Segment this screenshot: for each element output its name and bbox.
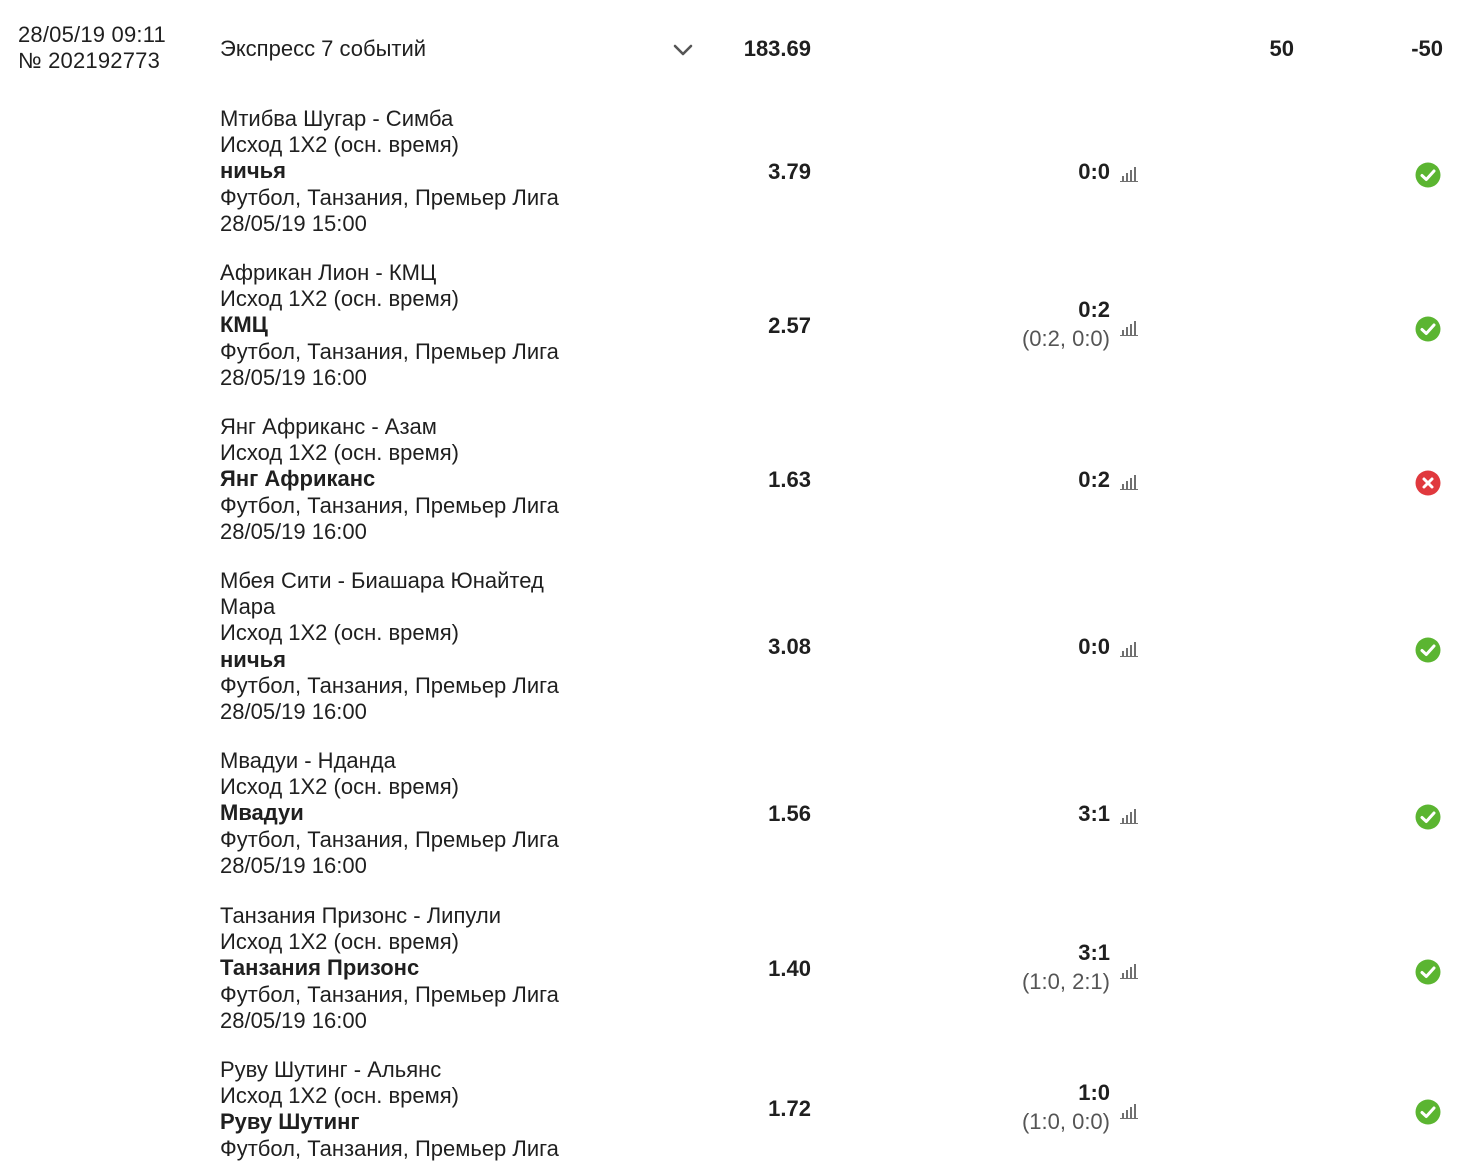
event-market: Исход 1X2 (осн. время) bbox=[220, 132, 459, 158]
event-odds: 1.40 bbox=[768, 955, 811, 981]
event-league: Футбол, Танзания, Премьер Лига bbox=[220, 492, 559, 518]
event-match[interactable]: Африкан Лион - КМЦ bbox=[220, 260, 437, 285]
bar-chart-icon[interactable] bbox=[1120, 320, 1138, 336]
event-odds: 3.08 bbox=[768, 633, 811, 659]
event-match[interactable]: Руву Шутинг - Альянс bbox=[220, 1057, 442, 1082]
event-score bbox=[960, 633, 1110, 661]
bet-stake: 50 bbox=[1269, 36, 1294, 61]
event-pick: ничья bbox=[220, 158, 286, 184]
bar-chart-icon[interactable] bbox=[1120, 808, 1138, 824]
event-league: Футбол, Танзания, Премьер Лига bbox=[220, 826, 559, 852]
event-score bbox=[960, 1079, 1110, 1137]
event-market: Исход 1X2 (осн. время) bbox=[220, 774, 459, 800]
event-match[interactable]: Мтибва Шугар - Симба bbox=[220, 106, 454, 131]
event-score-final: 0:2 bbox=[1078, 296, 1110, 322]
bet-meta bbox=[18, 22, 166, 74]
event-match[interactable]: Янг Африканс - Азам bbox=[220, 414, 437, 439]
event-odds: 2.57 bbox=[768, 312, 811, 338]
event-datetime: 28/05/19 15:00 bbox=[220, 210, 367, 236]
event-match[interactable]: Танзания Призонс - Липули bbox=[220, 903, 502, 928]
event-market: Исход 1X2 (осн. время) bbox=[220, 440, 459, 466]
event-pick: Танзания Призонс bbox=[220, 955, 420, 981]
event-league: Футбол, Танзания, Премьер Лига bbox=[220, 184, 559, 210]
event-datetime: 28/05/19 16:00 bbox=[220, 1007, 367, 1033]
event-info bbox=[220, 903, 600, 1034]
event-odds: 1.63 bbox=[768, 466, 811, 492]
event-info bbox=[220, 414, 600, 545]
event-pick: Руву Шутинг bbox=[220, 1109, 360, 1135]
bet-result: -50 bbox=[1411, 36, 1443, 61]
check-circle-icon bbox=[1415, 959, 1441, 985]
event-market: Исход 1X2 (осн. время) bbox=[220, 929, 459, 955]
event-info bbox=[220, 568, 600, 725]
event-score-final: 3:1 bbox=[1078, 939, 1110, 965]
event-score bbox=[960, 466, 1110, 494]
event-score-halves: (1:0, 0:0) bbox=[1021, 1109, 1110, 1135]
event-info bbox=[220, 260, 600, 391]
event-match[interactable]: Мбея Сити - Биашара Юнайтед bbox=[220, 568, 544, 593]
event-score-halves: (1:0, 2:1) bbox=[1021, 968, 1110, 994]
bar-chart-icon[interactable] bbox=[1120, 641, 1138, 657]
event-pick: ничья bbox=[220, 646, 286, 672]
bar-chart-icon[interactable] bbox=[1120, 474, 1138, 490]
event-market: Исход 1X2 (осн. время) bbox=[220, 286, 459, 312]
event-league: Футбол, Танзания, Премьер Лига bbox=[220, 672, 559, 698]
check-circle-icon bbox=[1415, 162, 1441, 188]
event-score-halves: (0:2, 0:0) bbox=[1021, 325, 1110, 351]
event-score bbox=[960, 939, 1110, 997]
event-datetime: 28/05/19 16:00 bbox=[220, 364, 367, 390]
event-score-final: 0:0 bbox=[1078, 158, 1110, 184]
cross-circle-icon bbox=[1415, 470, 1441, 496]
bar-chart-icon[interactable] bbox=[1120, 963, 1138, 979]
bar-chart-icon[interactable] bbox=[1120, 166, 1138, 182]
event-score bbox=[960, 296, 1110, 354]
event-league: Футбол, Танзания, Премьер Лига bbox=[220, 1135, 559, 1161]
event-league: Футбол, Танзания, Премьер Лига bbox=[220, 338, 559, 364]
bet-title: Экспресс 7 событий bbox=[220, 36, 427, 61]
event-odds: 1.72 bbox=[768, 1096, 811, 1122]
bet-number: № 202192773 bbox=[18, 48, 161, 73]
event-score bbox=[960, 158, 1110, 186]
event-score-final: 0:0 bbox=[1078, 633, 1110, 659]
event-info bbox=[220, 106, 600, 237]
check-circle-icon bbox=[1415, 637, 1441, 663]
check-circle-icon bbox=[1415, 316, 1441, 342]
event-odds: 1.56 bbox=[768, 800, 811, 826]
event-score-final: 3:1 bbox=[1078, 800, 1110, 826]
event-score-final: 0:2 bbox=[1078, 466, 1110, 492]
check-circle-icon bbox=[1415, 804, 1441, 830]
event-pick: КМЦ bbox=[220, 312, 268, 338]
bet-total-odds: 183.69 bbox=[743, 36, 811, 61]
event-info bbox=[220, 748, 600, 879]
event-match[interactable]: Мвадуи - Нданда bbox=[220, 748, 396, 773]
event-market: Исход 1X2 (осн. время) bbox=[220, 620, 459, 646]
event-datetime: 28/05/19 16:00 bbox=[220, 699, 367, 725]
event-odds: 3.79 bbox=[768, 158, 811, 184]
bar-chart-icon[interactable] bbox=[1120, 1103, 1138, 1119]
event-pick: Мвадуи bbox=[220, 800, 304, 826]
event-datetime: 28/05/19 16:00 bbox=[220, 852, 367, 878]
event-market: Исход 1X2 (осн. время) bbox=[220, 1083, 459, 1109]
event-match-continued: Мара bbox=[220, 594, 276, 620]
event-score-final: 1:0 bbox=[1078, 1080, 1110, 1106]
event-pick: Янг Африканс bbox=[220, 466, 376, 492]
event-datetime: 28/05/19 16:00 bbox=[220, 518, 367, 544]
bet-datetime: 28/05/19 09:11 bbox=[18, 22, 166, 47]
check-circle-icon bbox=[1415, 1099, 1441, 1125]
event-info bbox=[220, 1057, 600, 1162]
chevron-down-icon[interactable] bbox=[668, 38, 698, 62]
event-score bbox=[960, 800, 1110, 828]
event-league: Футбол, Танзания, Премьер Лига bbox=[220, 981, 559, 1007]
